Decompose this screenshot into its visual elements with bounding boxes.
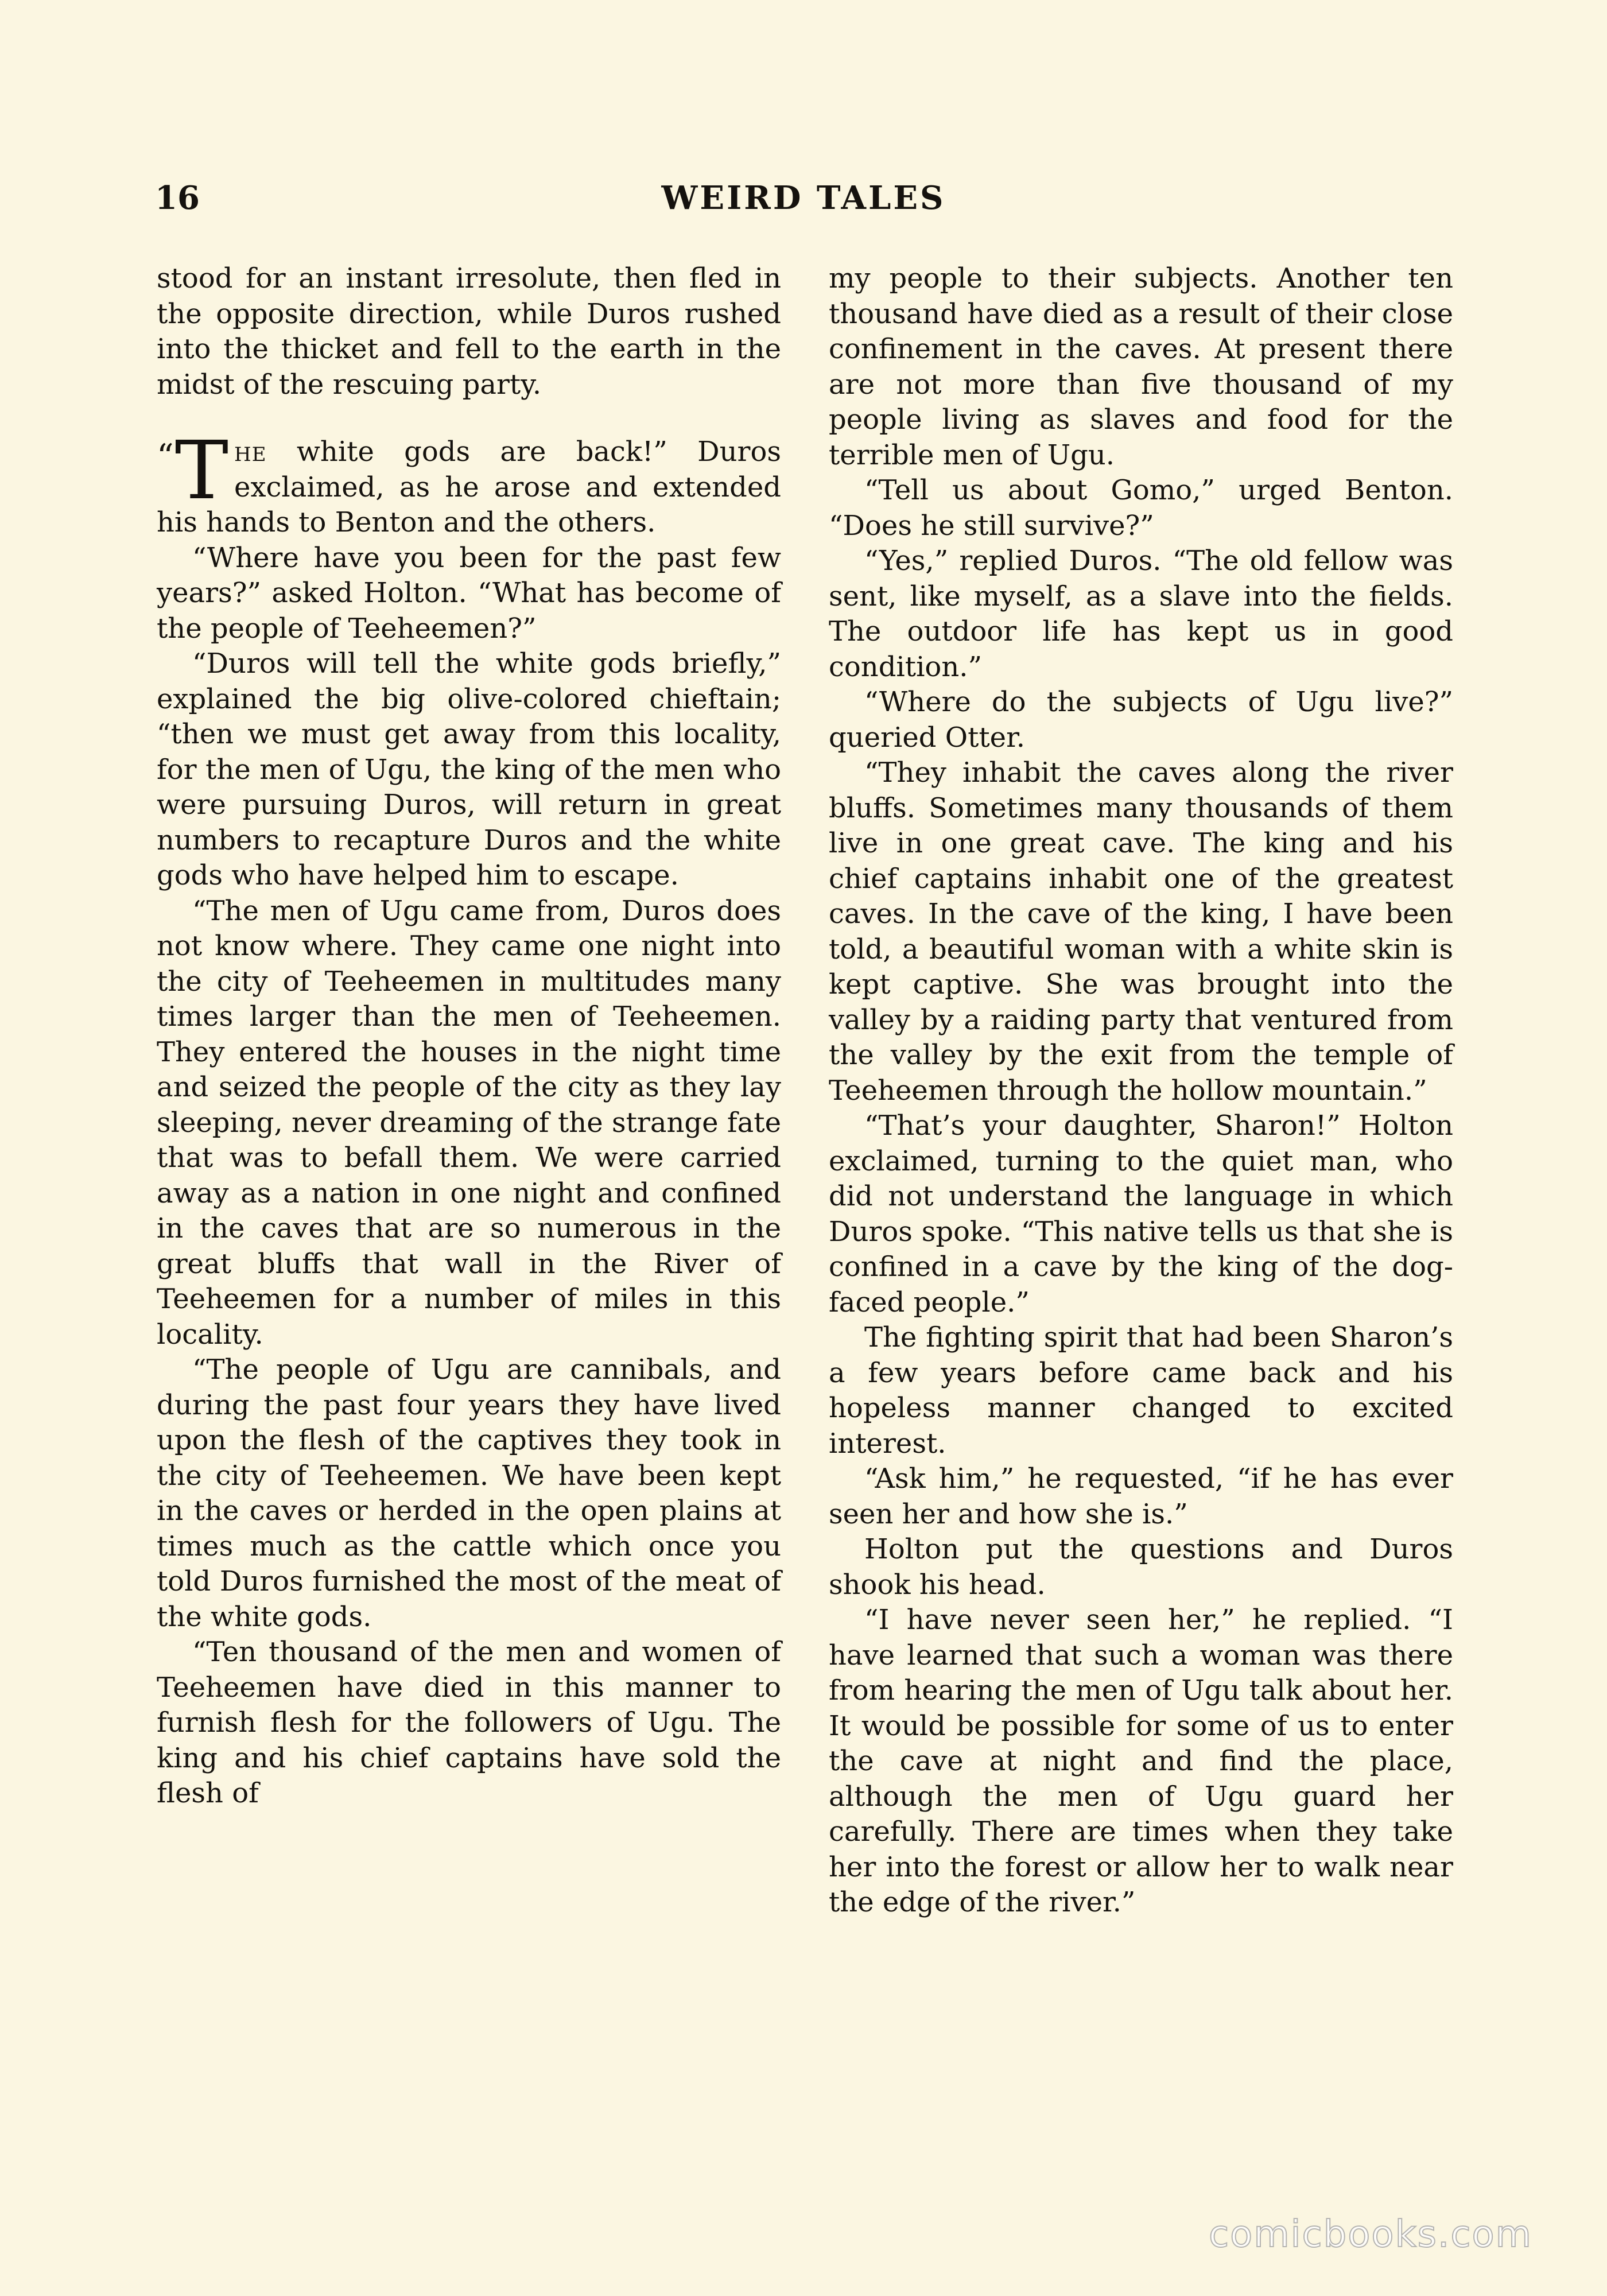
watermark-logo: comicbooks.com [1208,2213,1532,2256]
drop-quote: “ [157,437,174,476]
paragraph: “Ten thousand of the men and women of Teeheemen have died in this manner to furnish flesh for the followers of Ugu. The king and his chief captains have sold the flesh of [157,1636,781,1809]
paragraph: my people to their subjects. Another ten thousand have died as a result of their close confinement in the caves. At present there are not more than five thousand of my people living as slaves and food for the terrible men of Ugu. [829,262,1453,471]
paragraph: “Ask him,” he requested, “if he has ever seen her and how she is.” [829,1463,1453,1530]
paragraph: “Yes,” replied Duros. “The old fellow was sent, like myself, as a slave into the fields. The outdoor life has kept us in good condition.” [829,545,1453,683]
paragraph: “I have never seen her,” he replied. “I have learned that such a woman was there from hearing the men of Ugu talk about her. It would be possible for some of us to enter the cave at night and find the place, although the men of Ugu guard her carefully. There are times when they take her into the forest or allow her to walk near the edge of the river.” [829,1604,1453,1918]
page-number: 16 [155,179,200,217]
paragraph: “The people of Ugu are cannibals, and during the past four years they have lived upon the flesh of the captives they took in the city of Teeheemen. We have been kept in the caves or herded in the open plains at times much as the cattle which once you told Duros furnished the most of the meat of the white gods. [157,1353,781,1633]
paragraph: “That’s your daughter, Sharon!” Holton exclaimed, turning to the quiet man, who did not understand the language in which Duros spoke. “This native tells us that she is confined in a cave by the king of the dog-faced people.” [829,1110,1453,1318]
drop-cap: T [174,424,229,518]
paragraph: “Tell us about Gomo,” urged Benton. “Does he still survive?” [829,474,1453,542]
paragraph: “Where have you been for the past few years?” asked Holton. “What has become of the people of Teeheemen?” [157,541,781,645]
page-header [155,175,1452,221]
running-title: WEIRD TALES [661,179,946,217]
paragraph: Holton put the questions and Duros shook his head. [829,1533,1453,1601]
paragraph: “The men of Ugu came from, Duros does not know where. They came one night into the city of Teeheemen in multitudes many times larger than the men of Teeheemen. They entered the houses in the night time and seized the people of the city as they lay sleeping, never dreaming of the strange fate that was to befall them. We were carried away as a nation in one night and confined in the caves that are so numerous in the great bluffs that wall in the River of Teeheemen for a number of miles in this locality. [157,894,781,1351]
section-opening-paragraph [157,424,781,541]
paragraph: “They inhabit the caves along the river bluffs. Sometimes many thousands of them live in one great cave. The king and his chief captains inhabit one of the greatest caves. In the cave of the king, I have been told, a beautiful woman with a white skin is kept captive. She was brought into the valley by a raiding party that ventured from the valley by the exit from the temple of Teeheemen through the hollow mountain.” [829,757,1453,1107]
left-column [157,261,781,1812]
paragraph: “Duros will tell the white gods briefly,” explained the big olive-colored chieftain; “then we must get away from this locality, for the men of Ugu, the king of the men who were pursuing Duros, will return in great numbers to recapture Duros and the white gods who have helped him to escape. [157,647,781,891]
paragraph: The fighting spirit that had been Sharon’s a few years before came back and his hopeless manner changed to excited interest. [829,1321,1453,1460]
paragraph: “Where do the subjects of Ugu live?” queried Otter. [829,686,1453,754]
paragraph: stood for an instant irresolute, then fled in the opposite direction, while Duros rushed into the thicket and fell to the earth in the midst of the rescuing party. [157,262,781,401]
paragraph-text: white gods are back!” Duros exclaimed, as he arose and extended his hands to Benton and the others. [157,436,781,538]
small-caps-lead: he [234,436,267,468]
right-column [829,261,1453,1921]
